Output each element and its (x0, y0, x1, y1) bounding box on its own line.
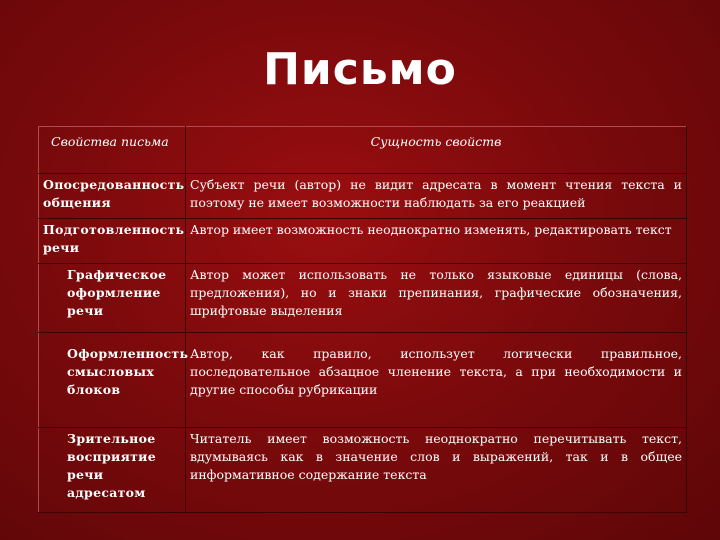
table-row (39, 428, 687, 513)
property-cell: Графическое оформление речи (39, 264, 186, 333)
table-row (39, 333, 687, 428)
table-row (39, 264, 687, 333)
properties-table (38, 126, 687, 513)
description-cell: Читатель имеет возможность неоднократно перечитывать текст, вдумываясь как в значение слов и выражений, так и в общее информативное содержание текста (186, 428, 687, 513)
slide-title: Письмо (263, 44, 457, 95)
description-cell: Автор, как правило, использует логически правильное, последовательное абзацное членение текста, а при необходимости и другие способы рубрикации (186, 333, 687, 428)
header-essence: Сущность свойств (186, 127, 687, 174)
description-cell: Автор имеет возможность неоднократно изменять, редактировать текст (186, 219, 687, 264)
property-cell: Опосредованность общения (39, 174, 186, 219)
table-row (39, 219, 687, 264)
header-properties: Свойства письма (39, 127, 186, 174)
table-row (39, 174, 687, 219)
description-cell: Автор может использовать не только языковые единицы (слова, предложения), но и знаки препинания, графические обозначения, шрифтовые выделения (186, 264, 687, 333)
property-cell: Оформленность смысловых блоков (39, 333, 186, 428)
table-header-row (39, 127, 687, 174)
property-cell: Подготовленность речи (39, 219, 186, 264)
description-cell: Субъект речи (автор) не видит адресата в момент чтения текста и поэтому не имеет возможности наблюдать за его реакцией (186, 174, 687, 219)
property-cell: Зрительное восприятие речи адресатом (39, 428, 186, 513)
